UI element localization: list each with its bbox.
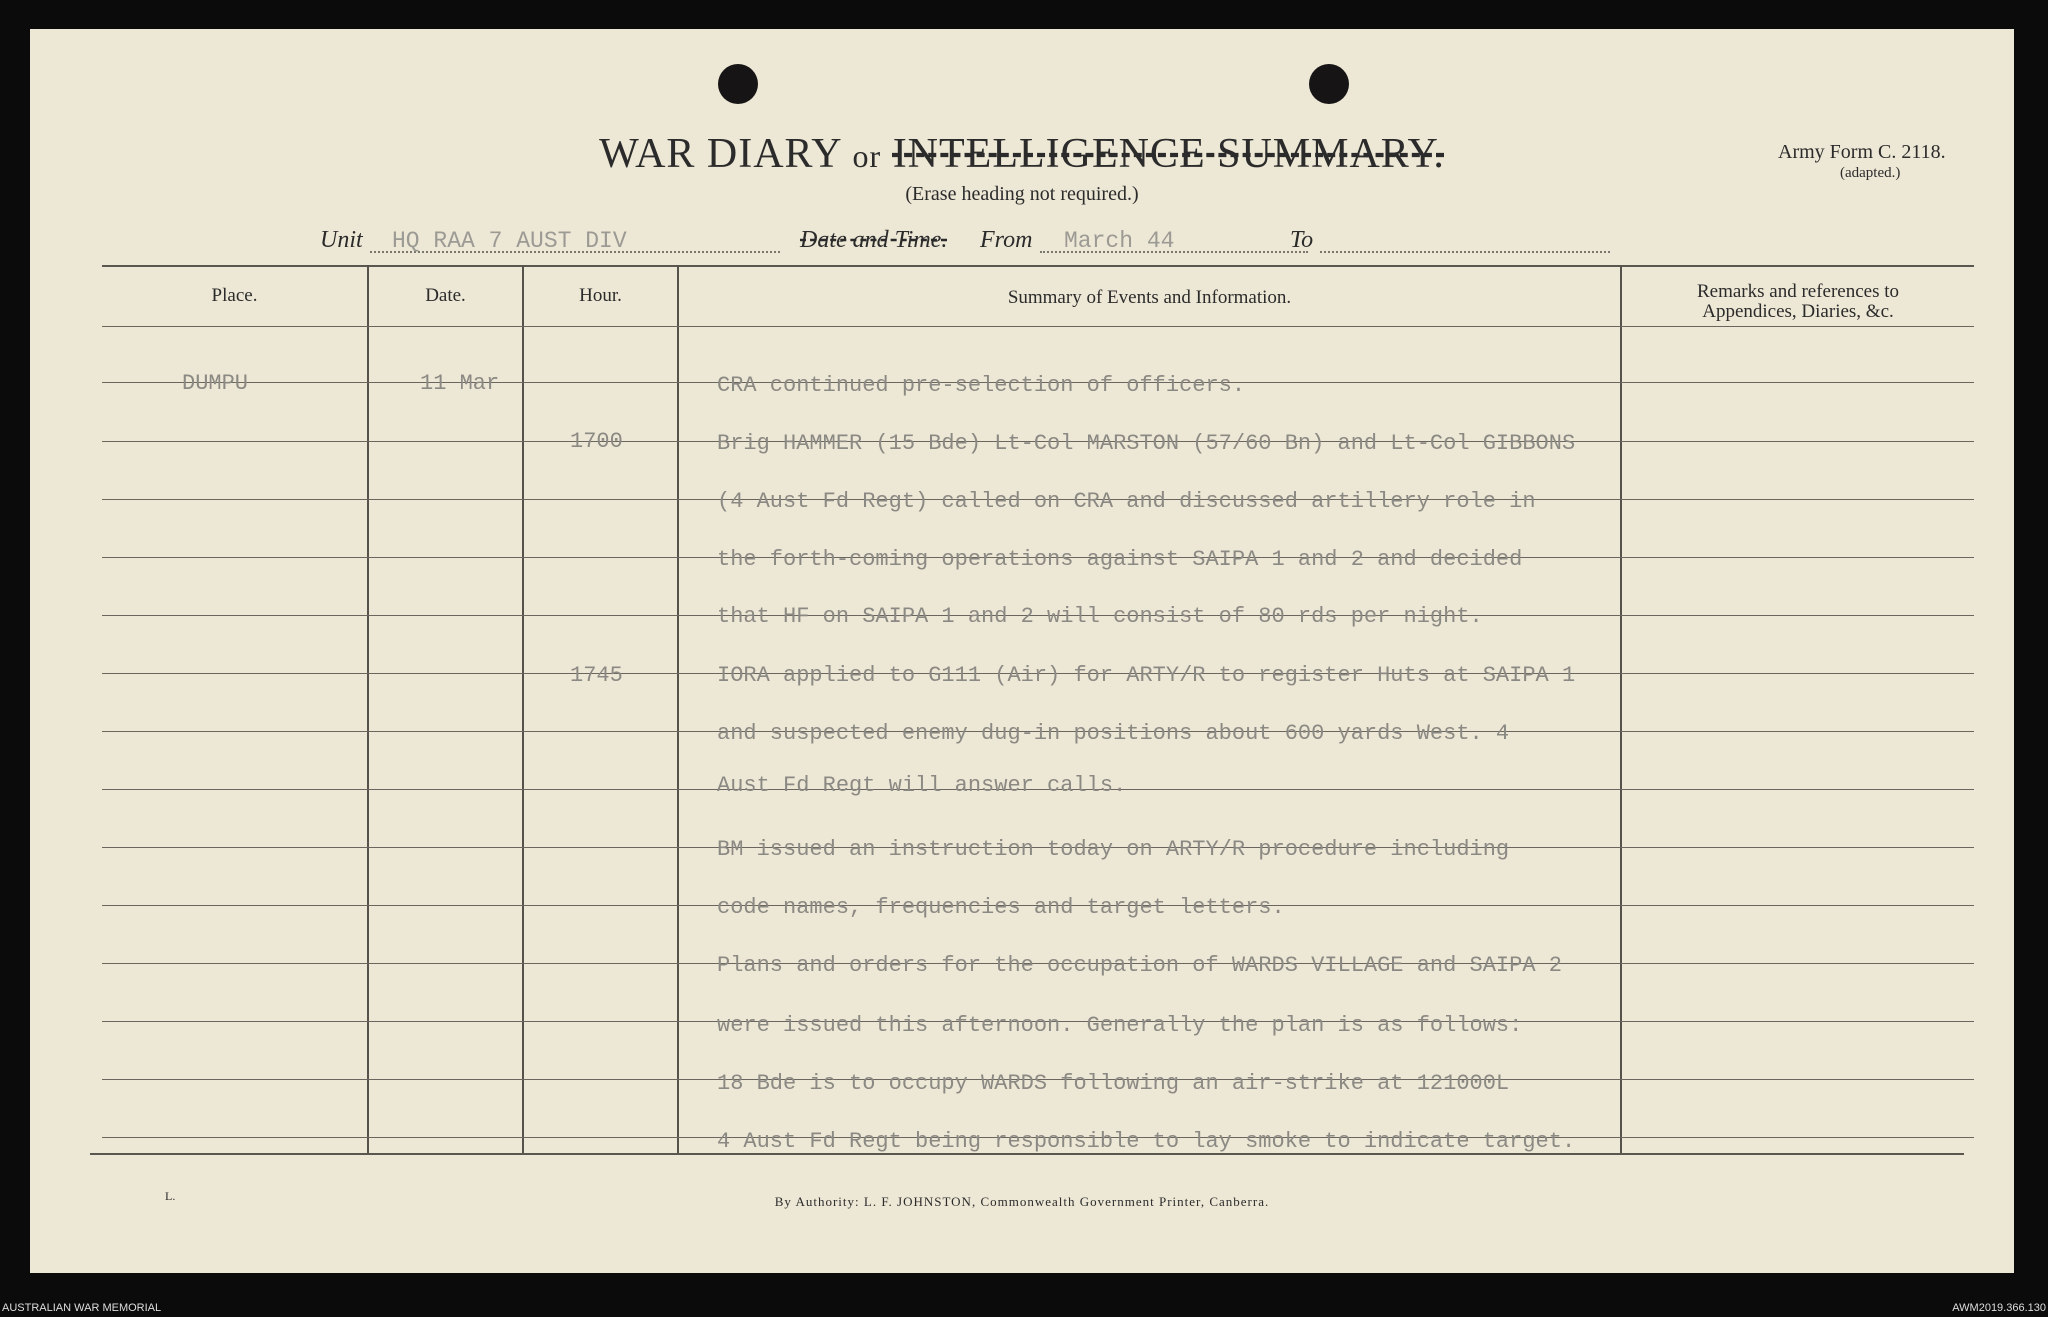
entry-line: IORA applied to G111 (Air) for ARTY/R to register Huts at SAIPA 1 bbox=[717, 663, 1576, 688]
entry-line: that HF on SAIPA 1 and 2 will consist of 80 rds per night. bbox=[717, 604, 1483, 629]
war-diary-page bbox=[30, 29, 2014, 1273]
unit-label: Unit bbox=[320, 227, 363, 253]
col-divider-hour-summary bbox=[677, 265, 679, 1153]
from-value: March 44 bbox=[1064, 228, 1175, 254]
col-divider-place-date bbox=[367, 265, 369, 1153]
punch-hole-left bbox=[718, 64, 758, 104]
from-label: From bbox=[980, 227, 1033, 253]
entry-hour-1700: 1700 bbox=[570, 429, 623, 454]
archive-credit-right: AWM2019.366.130 bbox=[1952, 1302, 2046, 1314]
title-struck-intelligence-summary: INTELLIGENCE SUMMARY. bbox=[892, 131, 1445, 177]
entry-line: code names, frequencies and target letters. bbox=[717, 895, 1285, 920]
army-form-adapted: (adapted.) bbox=[1840, 165, 1901, 181]
col-head-hour: Hour. bbox=[579, 285, 622, 306]
unit-value: HQ RAA 7 AUST DIV bbox=[392, 228, 627, 254]
entry-line: the forth-coming operations against SAIPA 1 and 2 and decided bbox=[717, 547, 1523, 572]
entry-line: (4 Aust Fd Regt) called on CRA and discussed artillery role in bbox=[717, 489, 1536, 514]
title-or: or bbox=[852, 138, 882, 174]
col-head-place: Place. bbox=[211, 285, 258, 306]
entry-date: 11 Mar bbox=[420, 371, 500, 396]
date-time-label: Date and Time. bbox=[800, 227, 948, 253]
archive-credit-left: AUSTRALIAN WAR MEMORIAL bbox=[2, 1302, 162, 1314]
entry-line: Brig HAMMER (15 Bde) Lt-Col MARSTON (57/60 Bn) and Lt-Col GIBBONS bbox=[717, 431, 1576, 456]
entry-line: BM issued an instruction today on ARTY/R procedure including bbox=[717, 837, 1510, 862]
to-dotted-line bbox=[1320, 251, 1610, 253]
army-form-number: Army Form C. 2118. bbox=[1778, 141, 1946, 163]
col-head-remarks-2: Appendices, Diaries, &c. bbox=[1702, 301, 1894, 322]
printer-imprint: By Authority: L. F. JOHNSTON, Commonwealth Government Printer, Canberra. bbox=[774, 1194, 1270, 1209]
title-war-diary: WAR DIARY bbox=[599, 131, 842, 177]
entry-line: CRA continued pre-selection of officers. bbox=[717, 373, 1246, 398]
entry-line: 18 Bde is to occupy WARDS following an air-strike at 121000L bbox=[717, 1071, 1510, 1096]
entry-line: Plans and orders for the occupation of WARDS VILLAGE and SAIPA 2 bbox=[717, 953, 1562, 978]
ruled-line bbox=[102, 326, 1974, 327]
form-subtitle: (Erase heading not required.) bbox=[905, 183, 1139, 205]
entry-hour-1745: 1745 bbox=[570, 663, 623, 688]
col-head-summary: Summary of Events and Information. bbox=[1007, 287, 1292, 308]
punch-hole-right bbox=[1309, 64, 1349, 104]
footer-corner-mark: L. bbox=[165, 1189, 176, 1203]
entry-place: DUMPU bbox=[182, 371, 249, 396]
col-head-remarks-1: Remarks and references to bbox=[1696, 281, 1900, 302]
entry-line: 4 Aust Fd Regt being responsible to lay smoke to indicate target. bbox=[717, 1129, 1576, 1154]
col-divider-summary-remarks bbox=[1620, 265, 1622, 1153]
col-head-date: Date. bbox=[425, 285, 466, 306]
entry-line: Aust Fd Regt will answer calls. bbox=[717, 773, 1127, 798]
table-top-rule bbox=[102, 265, 1974, 267]
to-label: To bbox=[1290, 227, 1314, 253]
col-divider-date-hour bbox=[522, 265, 524, 1153]
entry-line: and suspected enemy dug-in positions about 600 yards West. 4 bbox=[717, 721, 1510, 746]
entry-line: were issued this afternoon. Generally the plan is as follows: bbox=[717, 1013, 1523, 1038]
form-title bbox=[30, 130, 2014, 178]
